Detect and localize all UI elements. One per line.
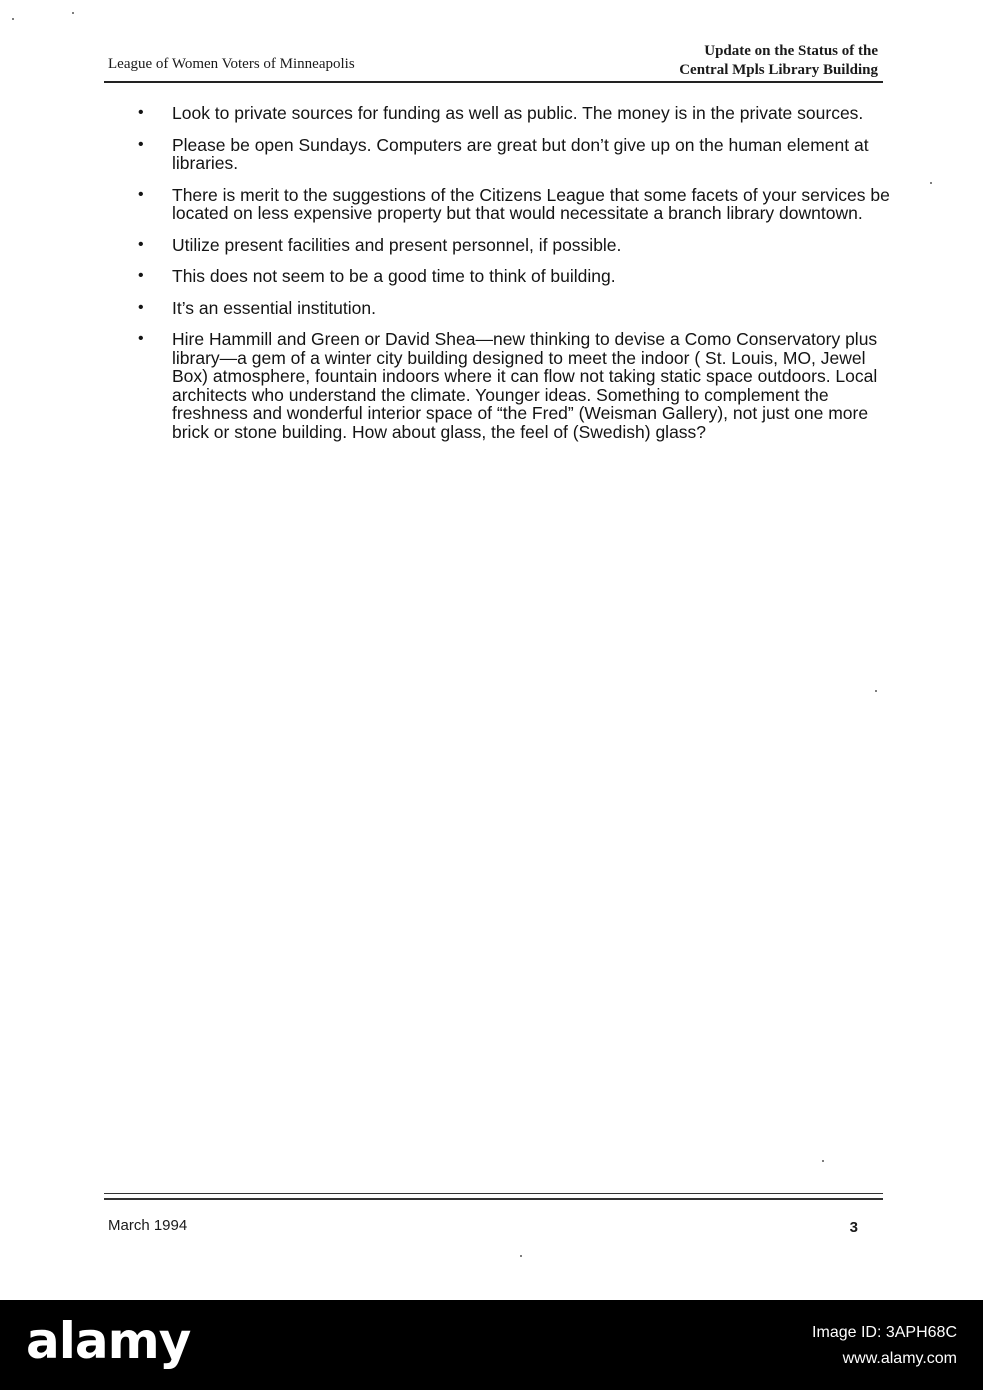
scan-speck — [520, 1255, 522, 1257]
list-item — [130, 236, 890, 255]
scan-speck — [72, 12, 74, 14]
bullet-icon: • — [138, 330, 144, 347]
list-item-text: Hire Hammill and Green or David Shea—new thinking to devise a Como Conservatory plus library—a gem of a winter city building designed to meet the indoor ( St. Louis, MO, Jewel Box) atmosphere, fountain indoors where it can flow not taking static space outdoors. Local architects who understand the climate. Younger ideas. Something to complement the freshness and wonderful interior space of “the Fred” (Weisman Gallery), not just one more brick or stone building. How about glass, the feel of (Swedish) glass? — [172, 329, 878, 442]
footer-rule — [104, 1193, 883, 1194]
scan-speck — [930, 182, 932, 184]
bullet-icon: • — [138, 185, 144, 203]
watermark-banner — [0, 1300, 983, 1390]
bullet-icon: • — [138, 298, 144, 316]
watermark-url: www.alamy.com — [842, 1350, 957, 1367]
scan-speck — [875, 690, 877, 692]
list-item-text: Look to private sources for funding as well as public. The money is in the private sources. — [172, 103, 864, 123]
list-item-text: This does not seem to be a good time to think of building. — [172, 266, 616, 286]
header-title-line-1: Update on the Status of the — [704, 43, 878, 59]
list-item — [130, 299, 890, 318]
comment-list — [130, 104, 890, 454]
scan-speck — [822, 1160, 824, 1162]
list-item-text: Please be open Sundays. Computers are great but don’t give up on the human element at libraries. — [172, 134, 869, 173]
watermark-logo: alamy — [26, 1312, 191, 1370]
header-rule — [104, 81, 883, 83]
list-item — [130, 267, 890, 286]
bullet-icon: • — [138, 235, 144, 253]
list-item — [130, 104, 890, 123]
scan-speck — [12, 18, 14, 20]
list-item — [130, 186, 890, 223]
list-item-text: There is merit to the suggestions of the Citizens League that some facets of your services be located on less expensive property but that would necessitate a branch library downtown. — [172, 184, 890, 223]
list-item — [130, 136, 890, 173]
list-item-text: Utilize present facilities and present personnel, if possible. — [172, 234, 622, 255]
header-title — [679, 42, 878, 80]
list-item — [130, 330, 890, 441]
bullet-icon: • — [138, 135, 144, 153]
list-item-text: It’s an essential institution. — [172, 297, 376, 318]
header-organization: League of Women Voters of Minneapolis — [108, 56, 355, 72]
watermark-image-id: Image ID: 3APH68C — [812, 1324, 957, 1341]
footer-rule — [104, 1198, 883, 1200]
header-title-line-2: Central Mpls Library Building — [679, 62, 878, 78]
bullet-icon: • — [138, 267, 144, 284]
bullet-icon: • — [138, 104, 144, 121]
page-number: 3 — [849, 1219, 858, 1236]
footer-date: March 1994 — [108, 1217, 188, 1234]
